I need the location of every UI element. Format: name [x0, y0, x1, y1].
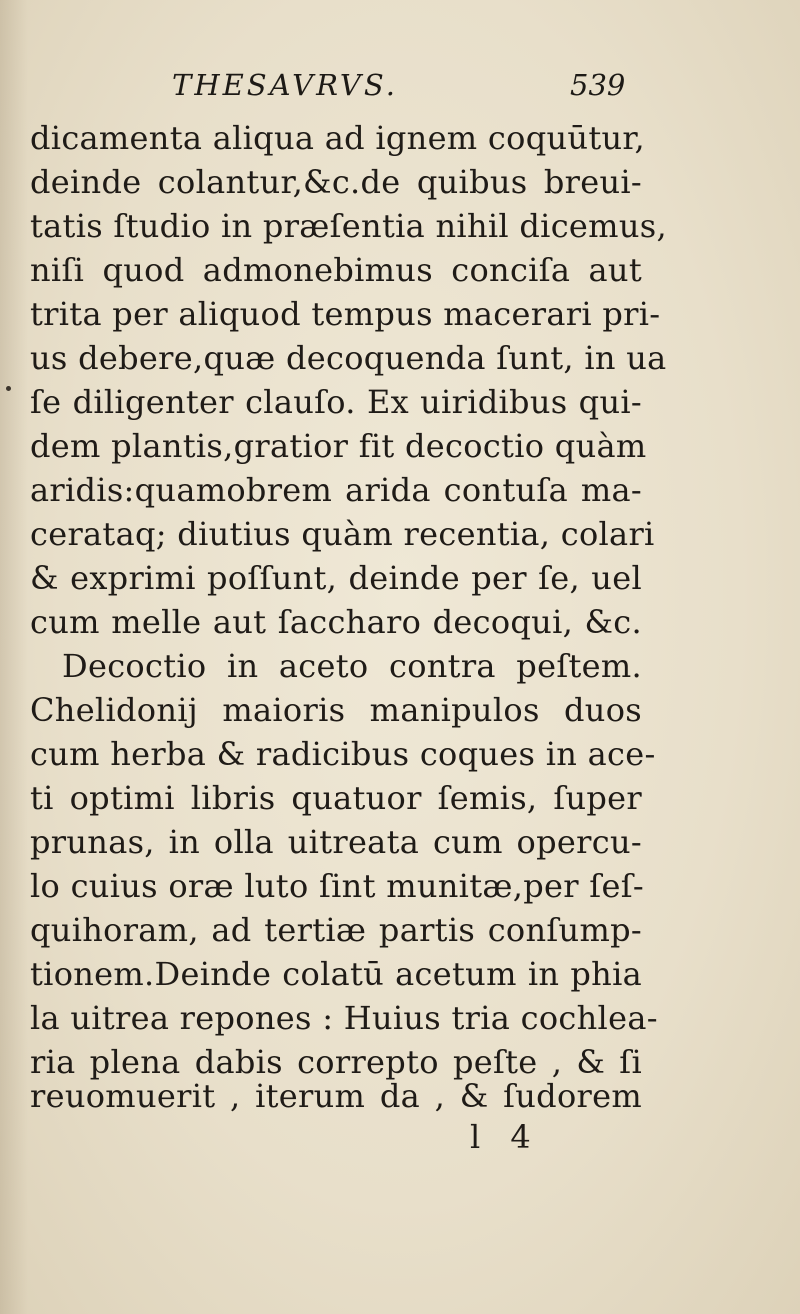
text-line: dem plantis,gratior fit decoctio quàm — [30, 427, 647, 465]
text-line: cum melle aut ſaccharo decoqui, &c. — [30, 603, 642, 641]
gutter-shadow — [0, 0, 28, 1314]
text-line: Chelidonij maioris manipulos duos — [30, 691, 642, 729]
page-number: 539 — [570, 68, 626, 102]
text-line: ſe diligenter clauſo. Ex uiridibus qui- — [30, 383, 642, 421]
text-line: cum herba & radicibus coques in ace- — [30, 735, 656, 773]
catchword: l 4 — [470, 1118, 541, 1156]
text-line: la uitrea repones : Huius tria cochlea- — [30, 999, 658, 1037]
section-heading: Decoctio in aceto contra peſtem. — [62, 647, 642, 685]
text-line: aridis:quamobrem arida contuſa ma- — [30, 471, 642, 509]
text-line: reuomuerit , iterum da , & ſudorem — [30, 1077, 642, 1115]
text-line: lo cuius oræ luto ſint munitæ,per ſeſ- — [30, 867, 644, 905]
text-line: deinde colantur,&c.de quibus breui- — [30, 163, 642, 201]
text-line: tionem.Deinde colatū acetum in phia — [30, 955, 642, 993]
running-head — [0, 68, 800, 108]
text-line: trita per aliquod tempus macerari pri- — [30, 295, 661, 333]
text-line: niſi quod admonebimus conciſa aut — [30, 251, 642, 289]
text-line: dicamenta aliqua ad ignem coquūtur, — [30, 119, 645, 157]
text-line: us debere,quæ decoquenda ſunt, in ua — [30, 339, 667, 377]
text-line: ria plena dabis correpto peſte , & ſi — [30, 1043, 642, 1081]
margin-mark — [6, 386, 11, 391]
text-line: cerataq; diutius quàm recentia, colari — [30, 515, 655, 553]
text-line: tatis ſtudio in præſentia nihil dicemus, — [30, 207, 667, 245]
text-line: ti optimi libris quatuor ſemis, ſuper — [30, 779, 642, 817]
running-head-title: THESAVRVS. — [172, 68, 398, 102]
text-line: & exprimi poſſunt, deinde per ſe, uel — [30, 559, 642, 597]
text-line: quihoram, ad tertiæ partis conſump- — [30, 911, 642, 949]
text-line: prunas, in olla uitreata cum opercu- — [30, 823, 642, 861]
